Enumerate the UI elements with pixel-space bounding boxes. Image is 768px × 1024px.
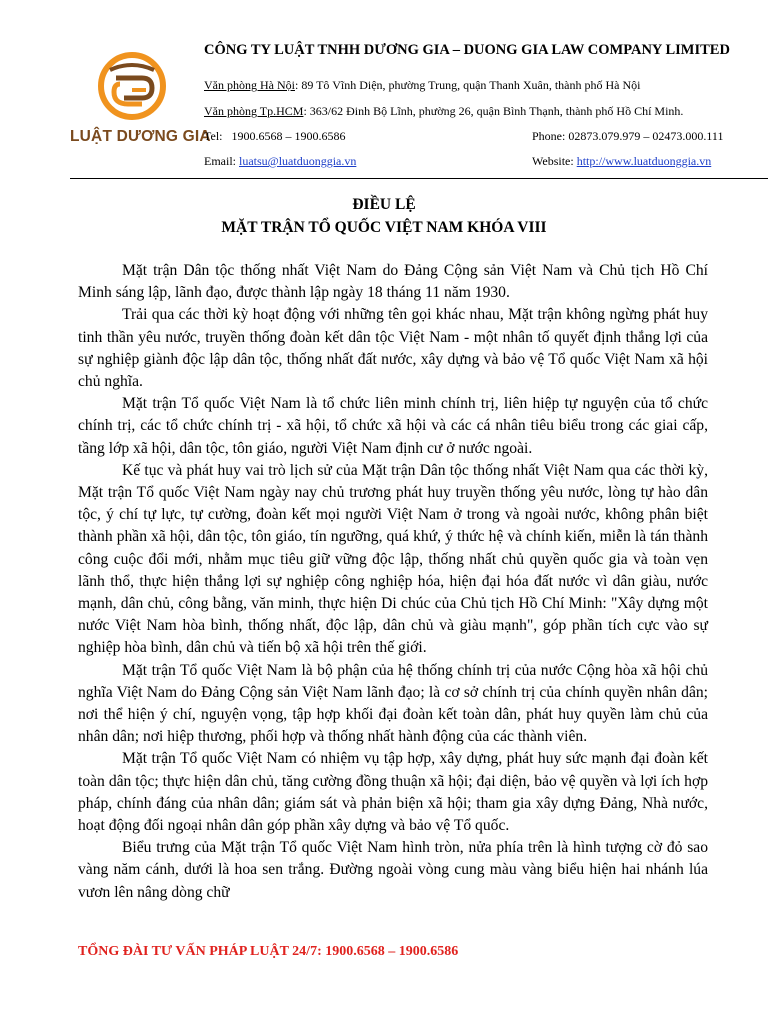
document-subtitle: MẶT TRẬN TỔ QUỐC VIỆT NAM KHÓA VIII bbox=[221, 219, 547, 236]
logo-emblem-icon bbox=[70, 48, 194, 128]
website-link[interactable]: http://www.luatduonggia.vn bbox=[576, 154, 712, 168]
paragraph: Trải qua các thời kỳ hoạt động với những tên gọi khác nhau, Mặt trận không ngừng phát huy tinh thần yêu nước, truyền thống đoàn kết dân tộc Việt Nam - một nhân tố quyết định thắng lợi của sự nghiệp giành độc lập dân tộc, thống nhất đất nước, xây dựng và bảo vệ Tổ quốc Việt Nam xã hội chủ nghĩa. bbox=[78, 306, 708, 391]
paragraph: Mặt trận Tổ quốc Việt Nam có nhiệm vụ tập hợp, xây dựng, phát huy sức mạnh đại đoàn kết toàn dân tộc; thực hiện dân chủ, tăng cường đồng thuận xã hội; đại diện, bảo vệ quyền và lợi ích hợp pháp, chính đáng của nhân dân; giám sát và phản biện xã hội; tham gia xây dựng Đảng, Nhà nước, hoạt động đối ngoại nhân dân góp phần xây dựng và bảo vệ Tổ quốc. bbox=[78, 750, 708, 835]
website-label: Website: bbox=[532, 154, 577, 168]
letterhead bbox=[70, 36, 768, 176]
contact-phone-line bbox=[204, 129, 724, 144]
document-title: ĐIỀU LỆ bbox=[352, 196, 416, 213]
website-group bbox=[532, 154, 711, 169]
company-name: CÔNG TY LUẬT TNHH DƯƠNG GIA – DUONG GIA LAW COMPANY LIMITED bbox=[204, 42, 730, 58]
paragraph: Kế tục và phát huy vai trò lịch sử của Mặt trận Dân tộc thống nhất Việt Nam qua các thời kỳ, Mặt trận Tổ quốc Việt Nam ngày nay chủ trương phát huy truyền thống yêu nước, lòng tự hào dân tộc, ý chí tự lực, tự cường, đoàn kết mọi người Việt Nam ở trong và ngoài nước, không phân biệt thành phần xã hội, dân tộc, tôn giáo, tín ngưỡng, quá khứ, ý thức hệ và chính kiến, miễn là tán thành công cuộc đổi mới, nhằm mục tiêu giữ vững độc lập, thống nhất chủ quyền quốc gia và toàn vẹn lãnh thổ, thực hiện thắng lợi sự nghiệp công nghiệp hóa, hiện đại hóa đất nước vì dân giàu, nước mạnh, dân chủ, công bằng, văn minh, thực hiện Di chúc của Chủ tịch Hồ Chí Minh: "Xây dựng một nước Việt Nam hòa bình, thống nhất, độc lập, dân chủ và giàu mạnh", góp phần tích cực vào sự nghiệp hòa bình, dân chủ và tiến bộ xã hội trên thế giới. bbox=[78, 461, 708, 657]
paragraph: Mặt trận Tổ quốc Việt Nam là bộ phận của hệ thống chính trị của nước Cộng hòa xã hội chủ nghĩa Việt Nam do Đảng Cộng sản Việt Nam lãnh đạo; là cơ sở chính trị của chính quyền nhân dân; nơi thể hiện ý chí, nguyện vọng, tập hợp khối đại đoàn kết toàn dân, phát huy quyền làm chủ của nhân dân; nơi hiệp thương, phối hợp và thống nhất hành động của các thành viên. bbox=[78, 661, 708, 746]
logo-text: LUẬT DƯƠNG GIA bbox=[70, 128, 211, 145]
paragraph: Mặt trận Dân tộc thống nhất Việt Nam do Đảng Cộng sản Việt Nam và Chủ tịch Hồ Chí Minh sáng lập, lãnh đạo, được thành lập ngày 18 tháng 11 năm 1930. bbox=[78, 262, 708, 302]
document-body bbox=[78, 260, 708, 904]
hcm-office-address: : 363/62 Đinh Bộ Lĩnh, phường 26, quận Bình Thạnh, thành phố Hồ Chí Minh. bbox=[303, 104, 684, 118]
hcm-office-label: Văn phòng Tp.HCM bbox=[204, 104, 304, 118]
hanoi-office-line bbox=[204, 78, 641, 93]
hotline-footer: TỔNG ĐÀI TƯ VẤN PHÁP LUẬT 24/7: 1900.6568 – 1900.6586 bbox=[78, 944, 459, 959]
contact-web-line bbox=[204, 154, 712, 169]
phone-numbers: Phone: 02873.079.979 – 02473.000.111 bbox=[532, 129, 724, 143]
email-link[interactable]: luatsu@luatduonggia.vn bbox=[239, 154, 357, 168]
header-divider bbox=[70, 178, 768, 179]
email-label: Email: bbox=[204, 154, 239, 168]
hcm-office-line bbox=[204, 104, 683, 119]
paragraph: Biểu trưng của Mặt trận Tổ quốc Việt Nam hình tròn, nửa phía trên là hình tượng cờ đỏ sao vàng năm cánh, dưới là hoa sen trắng. Đường ngoài vòng cung màu vàng biểu hiện hai nhánh lúa vươn lên nâng dòng chữ bbox=[78, 839, 708, 901]
hanoi-office-label: Văn phòng Hà Nội bbox=[204, 78, 295, 92]
paragraph: Mặt trận Tổ quốc Việt Nam là tổ chức liên minh chính trị, liên hiệp tự nguyện của tổ chức chính trị, các tổ chức chính trị - xã hội, tổ chức xã hội và các cá nhân tiêu biểu trong các giai cấp, tầng lớp xã hội, dân tộc, tôn giáo, người Việt Nam định cư ở nước ngoài. bbox=[78, 395, 708, 457]
tel-numbers: Tel: 1900.6568 – 1900.6586 bbox=[204, 129, 346, 143]
hanoi-office-address: : 89 Tô Vĩnh Diện, phường Trung, quận Thanh Xuân, thành phố Hà Nội bbox=[294, 78, 641, 92]
company-logo bbox=[70, 48, 211, 148]
